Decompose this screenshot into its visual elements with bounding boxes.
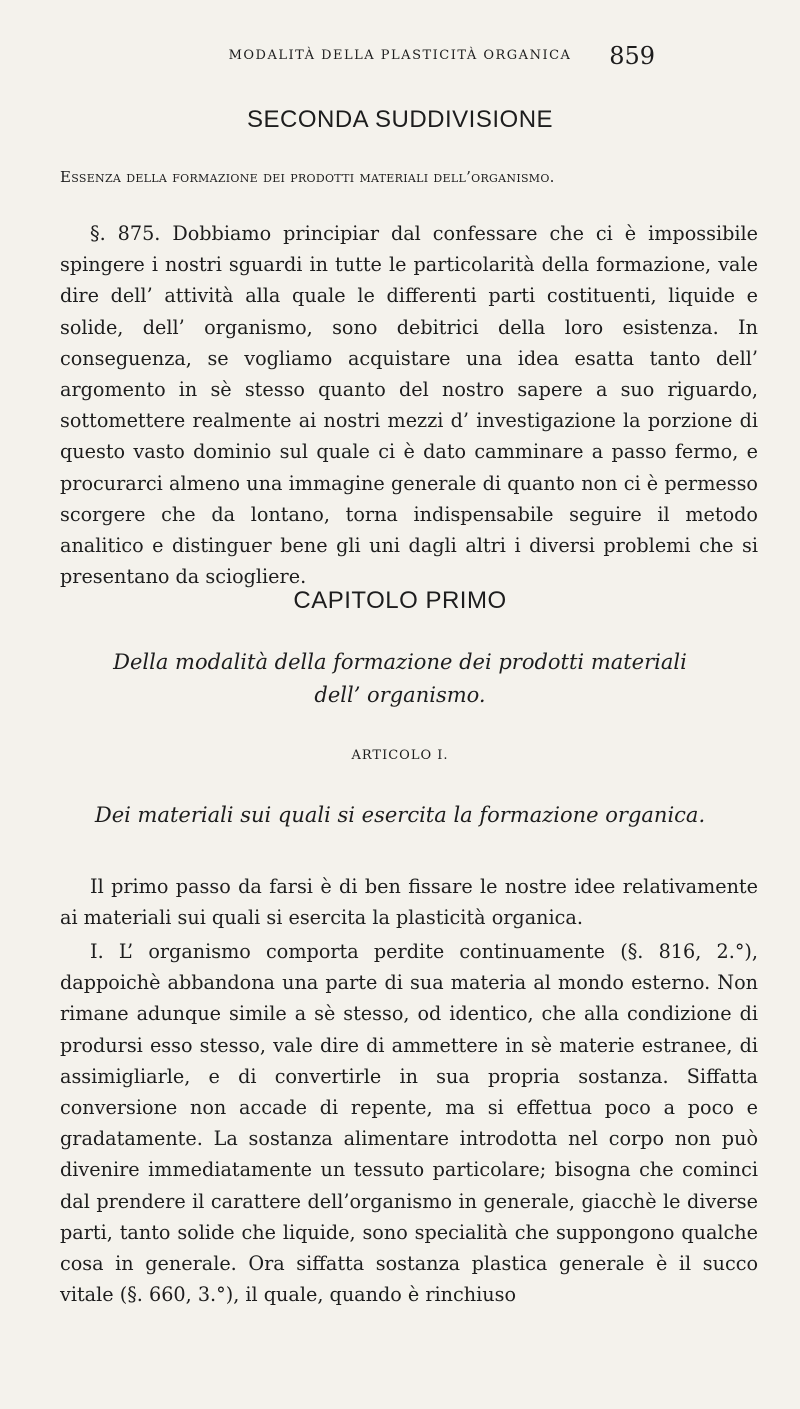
section-heading: SECONDA SUDDIVISIONE [246, 106, 554, 133]
chapter-heading: CAPITOLO PRIMO [293, 587, 507, 614]
chapter-title-line-1: Della modalità della formazione dei prodotti materiali [113, 650, 687, 674]
section-subtitle: Essenza della formazione dei prodotti materiali dell’organismo. [60, 168, 555, 186]
paragraph-intro: Il primo passo da farsi è di ben fissare le nostre idee relativamente ai materiali sui quali si esercita la plasticità organica. [60, 875, 758, 930]
article-title: Dei materiali sui quali si esercita la formazione organica. [94, 803, 706, 827]
article-label: ARTICOLO I. [351, 748, 449, 763]
paragraph-875: §. 875. Dobbiamo principiar dal confessare che ci è impossibile spingere i nostri sguardi in tutte le particolarità della formazione, vale dire dell’ attività alla quale le differenti parti costituenti, liquide e solide, dell’ organismo, sono debitrici della loro esistenza. In conseguenza, se vogliamo acquistare una idea esatta tanto dell’ argomento in sè stesso quanto del nostro sapere a suo riguardo, sottomettere realmente ai nostri mezzi d’ investigazione la porzione di questo vasto dominio sul quale ci è dato camminare a passo fermo, e procurarci almeno una immagine generale di quanto non ci è permesso scorgere che da lontano, torna indispensabile seguire il metodo analitico e distinguer bene gli uni dagli altri i diversi problemi che si presentano da sciogliere. [60, 222, 758, 589]
paragraph-I: I. L’ organismo comporta perdite continuamente (§. 816, 2.°), dappoichè abbandona una parte di sua materia al mondo esterno. Non rimane adunque simile a sè stesso, od identico, che alla condizione di prodursi esso stesso, vale dire di ammettere in sè materie estranee, di assimigliarle, e di convertirle in sua propria sostanza. Siffatta conversione non accade di repente, ma si effettua poco a poco e gradatamente. La sostanza alimentare introdotta nel corpo non può divenire immediatamente un tessuto particolare; bisogna che cominci dal prendere il carattere dell’organismo in generale, giacchè le diverse parti, tanto solide che liquide, sono specialità che suppongono qualche cosa in generale. Ora siffatta sostanza plastica generale è il succo vitale (§. 660, 3.°), il quale, quando è rinchiuso [60, 940, 758, 1307]
chapter-title [0, 646, 800, 712]
running-head: MODALITÀ DELLA PLASTICITÀ ORGANICA [228, 48, 572, 63]
chapter-title-line-2: dell’ organismo. [314, 683, 486, 707]
page-number: 859 [609, 42, 655, 70]
